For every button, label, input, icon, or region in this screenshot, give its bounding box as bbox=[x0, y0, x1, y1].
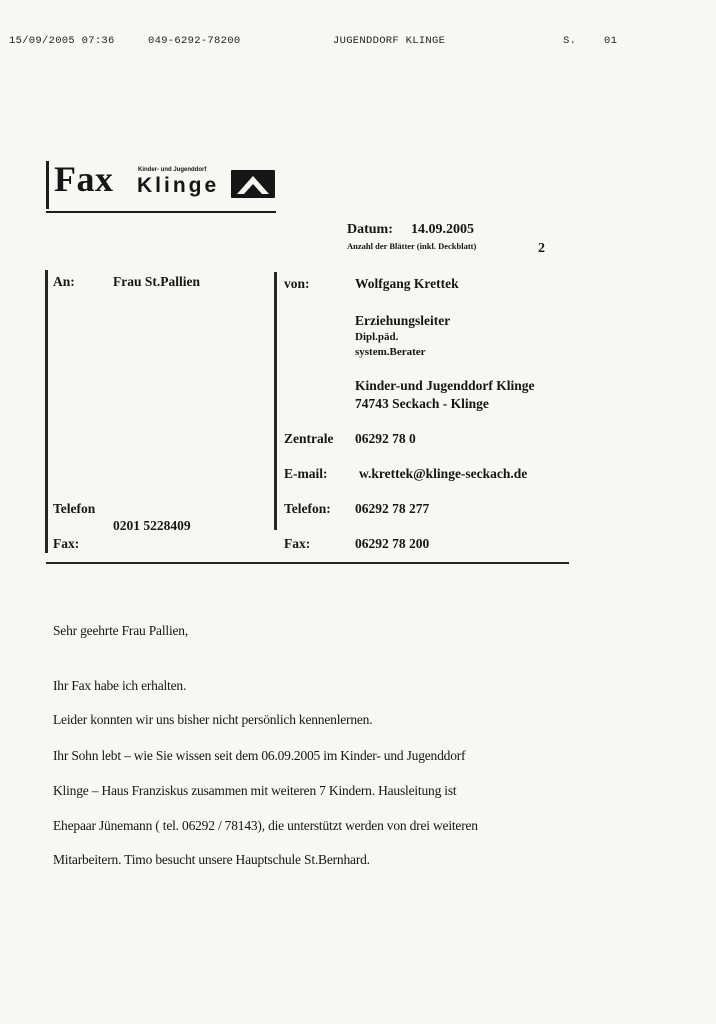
tent-logo-icon bbox=[231, 170, 275, 198]
letter-line: Ihr Sohn lebt – wie Sie wissen seit dem 06.09.2005 im Kinder- und Jugenddorf bbox=[53, 748, 466, 763]
sender-org: Kinder-und Jugenddorf Klinge bbox=[355, 378, 535, 393]
sender-from-label: von: bbox=[284, 276, 310, 291]
sender-role: system.Berater bbox=[355, 346, 426, 358]
letter-line: Leider konnten wir uns bisher nicht persönlich kennenlernen. bbox=[53, 712, 373, 727]
header-divider bbox=[46, 562, 569, 564]
sender-fax-value: 06292 78 200 bbox=[355, 536, 430, 551]
sender-title: Erziehungsleiter bbox=[355, 313, 451, 328]
sender-email-value: w.krettek@klinge-seckach.de bbox=[359, 466, 528, 481]
sheets-label: Anzahl der Blätter (inkl. Deckblatt) bbox=[347, 241, 477, 251]
fax-page-number: 01 bbox=[604, 35, 618, 47]
logo-name: Klinge bbox=[137, 174, 220, 197]
letter-line: Mitarbeitern. Timo besucht unsere Hauptschule St.Bernhard. bbox=[53, 852, 370, 867]
sender-central-value: 06292 78 0 bbox=[355, 431, 416, 446]
recipient-phone-label: Telefon bbox=[53, 501, 96, 516]
sender-name: Wolfgang Krettek bbox=[355, 276, 459, 291]
letter-line: Klinge – Haus Franziskus zusammen mit weiteren 7 Kindern. Hausleitung ist bbox=[53, 783, 457, 798]
letter-line: Ihr Fax habe ich erhalten. bbox=[53, 678, 187, 693]
recipient-rule bbox=[45, 270, 48, 553]
recipient-phone-value: 0201 5228409 bbox=[113, 518, 191, 533]
logo-left-rule bbox=[46, 161, 49, 209]
logo-underline bbox=[46, 211, 276, 213]
sender-degree: Dipl.päd. bbox=[355, 331, 399, 343]
recipient-fax-label: Fax: bbox=[53, 536, 80, 551]
recipient-name: Frau St.Pallien bbox=[113, 274, 200, 289]
fax-sender-name: JUGENDDORF KLINGE bbox=[333, 35, 446, 47]
date-value: 14.09.2005 bbox=[411, 222, 474, 237]
sender-address: 74743 Seckach - Klinge bbox=[355, 396, 489, 411]
sender-phone-value: 06292 78 277 bbox=[355, 501, 430, 516]
sender-rule bbox=[274, 272, 277, 530]
letter-salutation: Sehr geehrte Frau Pallien, bbox=[53, 623, 189, 638]
sender-central-label: Zentrale bbox=[284, 431, 334, 446]
logo-fax-word: Fax bbox=[54, 159, 114, 199]
sender-phone-label: Telefon: bbox=[284, 501, 331, 516]
fax-sender-number: 049-6292-78200 bbox=[148, 35, 241, 47]
logo-tagline: Kinder- und Jugenddorf bbox=[138, 167, 207, 173]
recipient-to-label: An: bbox=[53, 274, 75, 289]
sender-email-label: E-mail: bbox=[284, 466, 328, 481]
date-label: Datum: bbox=[347, 222, 393, 237]
sheets-value: 2 bbox=[538, 241, 545, 256]
fax-datetime: 15/09/2005 07:36 bbox=[9, 35, 115, 47]
letter-line: Ehepaar Jünemann ( tel. 06292 / 78143), die unterstützt werden von drei weiteren bbox=[53, 818, 478, 833]
sender-fax-label: Fax: bbox=[284, 536, 311, 551]
fax-page-label: S. bbox=[563, 35, 577, 47]
